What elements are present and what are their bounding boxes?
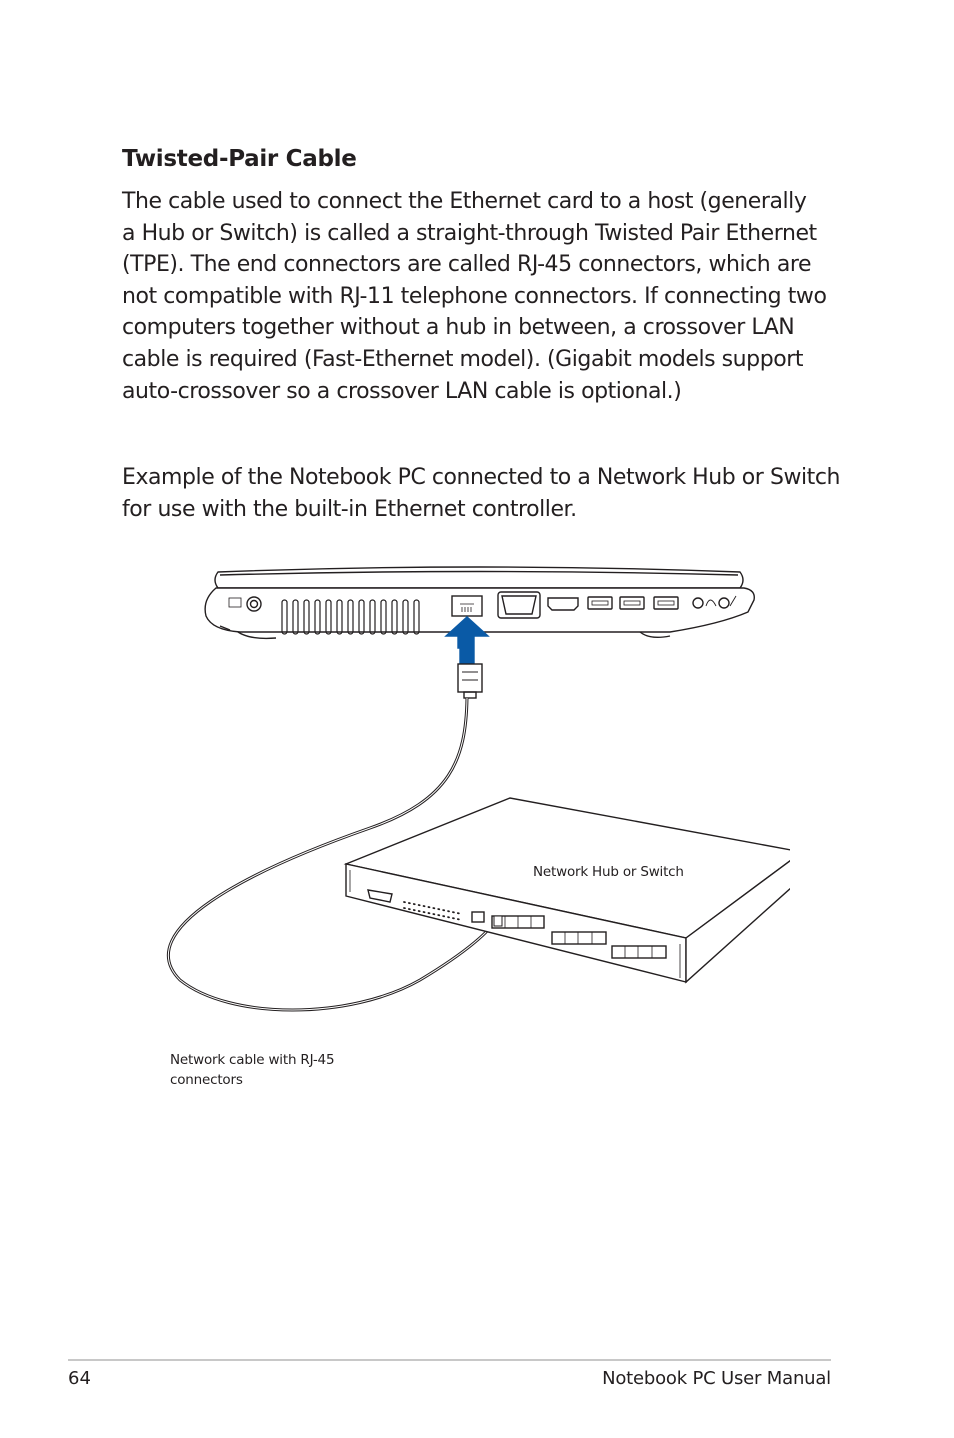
cable-label <box>170 1050 334 1090</box>
network-connection-figure <box>150 560 790 1100</box>
paragraph-line: auto-crossover so a crossover LAN cable is optional.) <box>122 378 682 404</box>
hub-label: Network Hub or Switch <box>533 864 684 880</box>
rj45-plug-top <box>458 664 482 698</box>
network-hub <box>346 798 790 982</box>
paragraph-example <box>122 462 840 525</box>
cable-label-line: connectors <box>170 1072 243 1088</box>
section-heading: Twisted-Pair Cable <box>122 146 357 172</box>
footer-divider <box>68 1359 831 1361</box>
manual-title: Notebook PC User Manual <box>602 1368 831 1389</box>
paragraph-description <box>122 186 826 407</box>
paragraph-line: Example of the Notebook PC connected to a Network Hub or Switch <box>122 465 840 490</box>
network-diagram <box>150 560 790 1100</box>
cable-label-line: Network cable with RJ-45 <box>170 1052 335 1068</box>
paragraph-line: not compatible with RJ-11 telephone connectors. If connecting two <box>122 283 827 309</box>
paragraph-line: (TPE). The end connectors are called RJ-45 connectors, which are <box>122 252 812 278</box>
page-number: 64 <box>68 1368 91 1389</box>
paragraph-line: for use with the built-in Ethernet controller. <box>122 496 577 522</box>
paragraph-line: cable is required (Fast-Ethernet model). (Gigabit models support <box>122 346 803 372</box>
paragraph-line: computers together without a hub in between, a crossover LAN <box>122 315 795 341</box>
paragraph-line: a Hub or Switch) is called a straight-through Twisted Pair Ethernet <box>122 220 817 246</box>
paragraph-line: The cable used to connect the Ethernet card to a host (generally <box>122 189 807 214</box>
